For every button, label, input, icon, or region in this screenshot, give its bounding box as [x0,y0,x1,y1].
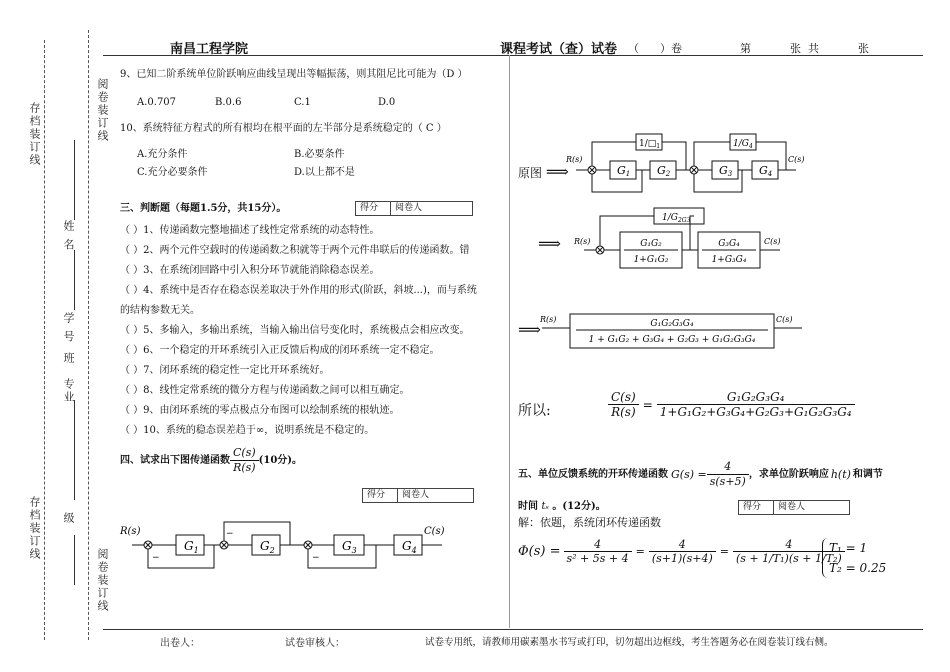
judge-item-9: （ ）9、由闭环系统的零点极点分布图可以绘制系统的根轨迹。 [120,405,400,416]
g-fraction [707,460,749,489]
final-result [608,390,855,419]
page-number: 第 [740,42,751,55]
q9-stem: 9、已知二阶系统单位阶跃响应曲线呈现出等幅振荡，则其阻尼比可能为（D ） [120,69,468,80]
sheet-count: 张 共 [790,42,819,55]
step3-input: R(s) [540,315,557,324]
step1-output: C(s) [788,155,805,164]
school-name: 南昌工程学院 [170,42,249,57]
so-label: 所以: [518,403,551,419]
judge-item-4-cont: 的结构参数无关。 [120,305,200,316]
phi-frac-1 [564,538,632,565]
final-lhs [608,390,639,419]
final-lhs-den: R(s) [611,405,636,419]
q9-option-b: B.0.6 [215,97,242,108]
step2-arrow: ⟹ [538,234,561,253]
section5-line2 [518,500,606,514]
grader-label: 阅卷人 [778,502,806,512]
section3-score-box [355,201,473,216]
t1-value: T₁ = 1 [829,541,868,555]
judge-item-4: （ ）4、系统中是否存在稳态误差取决于外作用的形式(阶跃，斜坡...)，而与系统 [120,285,477,296]
section5-title-c: 和调节 [852,468,883,480]
step1-g3: G3 [719,164,733,178]
final-rhs [657,390,855,419]
archive-line-label-bottom: 存档装订线 [28,496,41,561]
final-num: G₁G₂G₃G₄ [657,390,855,405]
final-lhs-num: C(s) [608,390,639,405]
step1-g2: G2 [657,164,671,178]
judge-item-8: （ ）8、线性定常系统的微分方程与传递函数之间可以相互确定。 [120,385,410,396]
step2-block2-num: G₃G₄ [718,239,740,249]
q10-stem: 10、系统特征方程式的所有根均在根平面的左半部分是系统稳定的（ C ） [120,123,447,134]
phi-den-2: (s+1)(s+4) [651,552,713,565]
final-den: 1+G₁G₂+G₃G₄+G₂G₃+G₁G₂G₃G₄ [659,405,852,419]
source-label: 原图 [518,166,543,180]
judge-item-5: （ ）5、多输入，多输出系统，当输入输出信号变化时，系统极点会相应改变。 [120,325,470,336]
closed-loop-tf [518,538,845,565]
solution-intro: 解：依题，系统闭环传递函数 [518,516,661,529]
block-diagram-original [118,508,448,592]
footer-note: 试卷专用纸，请教师用碳素墨水书写或打印，切勿超出边框线，考生答题务必在阅卷装订线右侧。 [425,637,834,648]
implies-arrow: ⟹ [545,162,569,181]
g-expr: G(s) = [671,467,707,481]
section4-points: (10分)。 [258,454,303,466]
block-g1: $G_1$ [184,539,199,555]
footer-author: 出卷人： [160,638,200,649]
major-underline [74,400,75,500]
minus-sign-1: − [152,553,160,563]
name-underline [74,140,75,220]
archive-line-label-top: 存档装订线 [28,102,41,167]
block-g2: $G_2$ [260,539,275,555]
settling-time-label: 时间 [518,501,538,512]
section4-score-box [362,488,474,503]
section3-title: 三、判断题（每题1.5分，共15分）。 [120,203,287,214]
judge-item-2: （ ）2、两个元件空载时的传递函数之积就等于两个元件串联后的传递函数。错 [120,245,470,256]
step3-num: G₁G₂G₃G₄ [650,319,694,329]
diagram-output-label: C(s) [424,526,445,537]
step2-feedback: $1/G_{2G}3$ [662,213,691,224]
minus-sign-2: − [226,529,234,539]
block-g4: $G_4$ [402,539,417,555]
section4-title-text: 四、试求出下图传递函数 [120,454,230,466]
section5-score-box [738,500,850,515]
equals-sign: = [642,397,653,412]
eq-1: = [635,545,645,558]
student-id-label: 学 号 [62,312,75,344]
archive-binding-line [44,40,45,640]
sheet-total: 张 [858,42,869,55]
block-g3: $G_3$ [342,539,357,555]
phi-expr: Φ(s) = [518,544,561,559]
step3-arrow: ⟹ [518,320,541,339]
review-line-label-top: 阅卷装订线 [96,78,109,143]
phi-den-3: (s + 1/T₁)(s + 1/T₂) [735,552,842,565]
grader-label: 阅卷人 [395,203,423,213]
q10-option-b: B.必要条件 [294,149,345,160]
judge-item-3: （ ）3、在系统闭回路中引入积分环节就能消除稳态误差。 [120,265,380,276]
grade-label: 级 [62,512,75,525]
eq-2: = [719,545,729,558]
step3-den: 1 + G₁G₂ + G₃G₄ + G₂G₃ + G₁G₂G₃G₄ [588,335,756,345]
step2-block1-num: G₁G₂ [640,239,662,249]
major-label: 专业 [62,378,75,404]
section5-points: 。(12分)。 [552,501,606,512]
block-diagram-step3 [540,310,810,352]
block-diagram-step2 [574,204,794,280]
phi-num-3: 4 [733,538,845,552]
minus-sign-3: − [312,553,320,563]
section5-title [518,460,883,489]
h-expr: h(t) [830,467,851,481]
q9-option-a: A.0.707 [137,97,177,108]
step2-block1-den: 1+G₁G₂ [633,255,669,265]
paper-type: （ ）卷 [628,42,682,55]
q10-option-d: D.以上都不是 [294,167,355,178]
review-binding-line [88,30,89,640]
q10-option-c: C.充分必要条件 [137,167,208,178]
step2-input: R(s) [574,237,591,246]
step1-g1: G1 [617,164,631,178]
review-line-label-bottom: 阅卷装订线 [96,548,109,613]
diagram-input-label: R(s) [120,526,141,537]
section5-title-b: ，求单位阶跃响应 [748,468,829,480]
ts-symbol: tₛ [541,501,549,512]
block-diagram-step1 [566,128,826,200]
step1-input: R(s) [566,155,583,164]
score-label: 得分 [363,489,398,502]
frac-denominator: R(s) [233,461,256,474]
g-den: s(s+5) [709,475,746,488]
score-label: 得分 [739,501,774,514]
judge-item-7: （ ）7、闭环系统的稳定性一定比开环系统好。 [120,365,330,376]
g-num: 4 [707,460,749,475]
step2-block2-den: 1+G₃G₄ [711,255,747,265]
transfer-fraction [230,446,259,475]
phi-num-1: 4 [564,538,632,552]
t2-value: T₂ = 0.25 [829,561,887,575]
section5-title-a: 五、单位反馈系统的开环传递函数 [518,468,668,480]
q9-option-d: D.0 [378,97,396,108]
judge-item-10: （ ）10、系统的稳态误差趋于∞，说明系统是不稳定的。 [120,425,375,436]
grader-label: 阅卷人 [402,490,430,500]
q9-option-c: C.1 [294,97,311,108]
judge-item-1: （ ）1、传递函数完整地描述了线性定常系统的动态特性。 [120,225,380,236]
phi-num-2: 4 [649,538,716,552]
step3-output: C(s) [776,315,793,324]
step1-fb2: $1/G_4$ [733,139,753,150]
class-label: 班 [62,352,75,365]
judge-item-6: （ ）6、一个稳定的开环系统引入正反馈后构成的闭环系统一定不稳定。 [120,345,440,356]
id-underline [74,250,75,310]
score-label: 得分 [356,202,391,215]
grade-underline [74,535,75,585]
step1-fb1: $1/□_1$ [639,139,661,150]
name-label: 姓 名 [62,220,75,252]
time-constants [822,538,886,578]
step2-output: C(s) [764,237,781,246]
exam-title: 课程考试（查）试卷 [500,42,618,57]
step1-g4: G4 [759,164,773,178]
source-diagram-label [518,162,569,181]
q10-option-a: A.充分条件 [137,149,188,160]
section4-title [120,446,302,475]
frac-numerator: C(s) [230,446,259,461]
phi-den-1: s² + 5s + 4 [566,552,629,565]
column-divider [509,55,510,628]
footer-reviewer: 试卷审核人： [285,638,345,649]
phi-frac-2 [649,538,716,565]
